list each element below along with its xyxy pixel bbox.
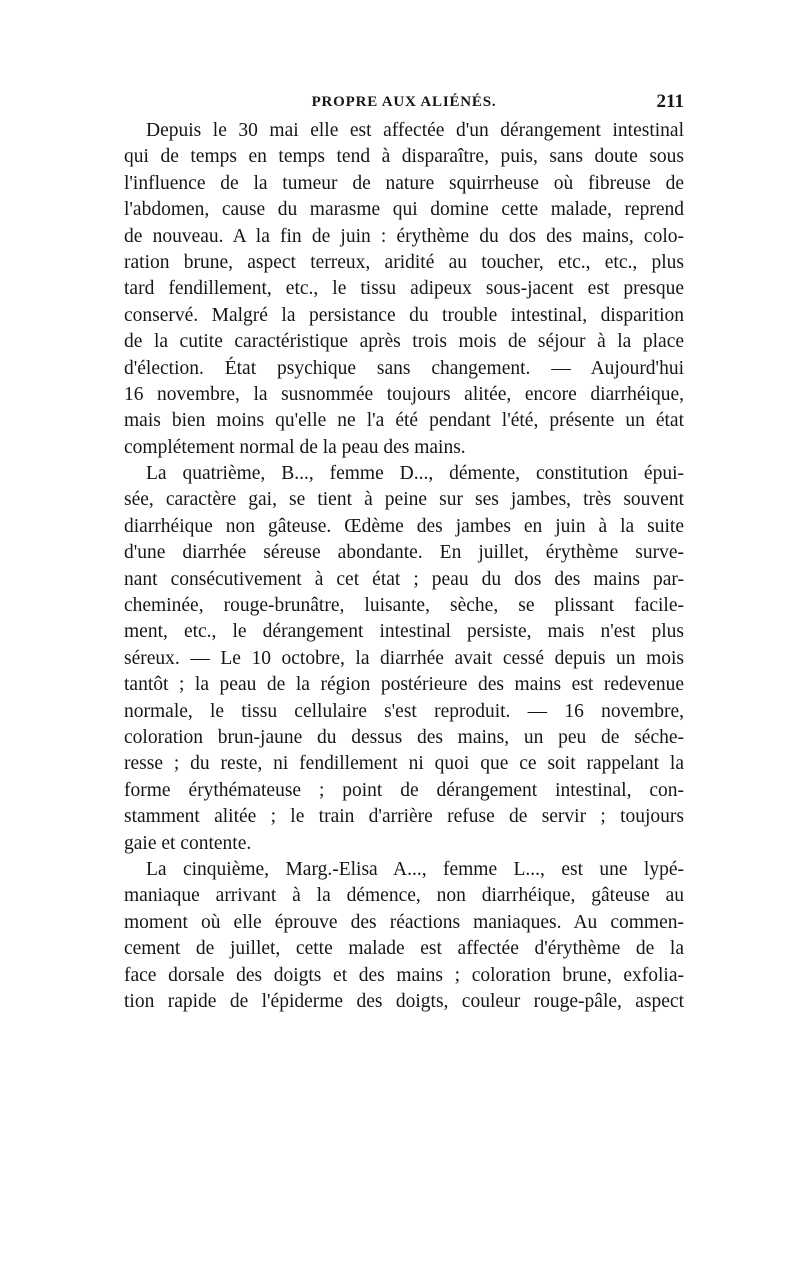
text-line: ration brune, aspect terreux, aridité au toucher, etc., etc., plus [124,251,684,273]
text-line: La quatrième, B..., femme D..., démente, constitution épui- [146,463,684,485]
text-line: tion rapide de l'épiderme des doigts, couleur rouge-pâle, aspect [124,990,684,1012]
text-line: moment où elle éprouve des réactions maniaques. Au commen- [124,911,684,933]
text-line: diarrhéique non gâteuse. Œdème des jambes en juin à la suite [124,515,684,537]
text-line: resse ; du reste, ni fendillement ni quoi que ce soit rappelant la [124,753,684,775]
text-line: l'abdomen, cause du marasme qui domine cette malade, reprend [124,199,684,221]
text-line: face dorsale des doigts et des mains ; coloration brune, exfolia- [124,964,684,986]
text-line: conservé. Malgré la persistance du trouble intestinal, disparition [124,304,684,326]
text-line: de nouveau. A la fin de juin : érythème du dos des mains, colo- [124,225,684,247]
text-line: stamment alitée ; le train d'arrière refuse de servir ; toujours [124,806,684,828]
text-line: sée, caractère gai, se tient à peine sur ses jambes, très souvent [124,489,684,511]
text-line: normale, le tissu cellulaire s'est reproduit. — 16 novembre, [124,700,684,722]
text-line: 16 novembre, la susnommée toujours alitée, encore diarrhéique, [124,383,684,405]
text-line: tantôt ; la peau de la région postérieure des mains est redevenue [124,674,684,696]
text-line: maniaque arrivant à la démence, non diarrhéique, gâteuse au [124,885,684,907]
text-line: cement de juillet, cette malade est affectée d'érythème de la [124,938,684,960]
paragraph [124,118,684,461]
running-head [124,89,684,115]
paragraph [124,461,684,857]
paragraph [124,857,684,1015]
text-line: Depuis le 30 mai elle est affectée d'un dérangement intestinal [146,120,684,141]
text-line: nant consécutivement à cet état ; peau du dos des mains par- [124,568,684,590]
text-line: La cinquième, Marg.-Elisa A..., femme L..., est une lypé- [146,858,684,880]
text-line: cheminée, rouge-brunâtre, luisante, sèche, se plissant facile- [124,595,684,617]
text-line: d'élection. État psychique sans changement. — Aujourd'hui [124,357,684,379]
text-line: mais bien moins qu'elle ne l'a été pendant l'été, présente un état [124,410,684,432]
body-text [124,118,684,1015]
text-line: coloration brun-jaune du dessus des mains, un peu de séche- [124,726,684,748]
text-line: qui de temps en temps tend à disparaître, puis, sans doute sous [124,146,684,168]
text-line: d'une diarrhée séreuse abondante. En juillet, érythème surve- [124,542,684,564]
text-line: l'influence de la tumeur de nature squirrheuse où fibreuse de [124,172,684,194]
text-line: forme érythémateuse ; point de dérangement intestinal, con- [124,779,684,801]
text-line: de la cutite caractéristique après trois mois de séjour à la place [124,331,684,353]
text-line: séreux. — Le 10 octobre, la diarrhée avait cessé depuis un mois [124,647,684,669]
text-line: gaie et contente. [124,832,252,854]
text-line: ment, etc., le dérangement intestinal persiste, mais n'est plus [124,621,684,643]
text-line: tard fendillement, etc., le tissu adipeux sous-jacent est presque [124,278,684,300]
text-line: complétement normal de la peau des mains. [124,436,466,458]
running-title: PROPRE AUX ALIÉNÉS. [311,94,497,110]
page-number: 211 [656,91,684,112]
